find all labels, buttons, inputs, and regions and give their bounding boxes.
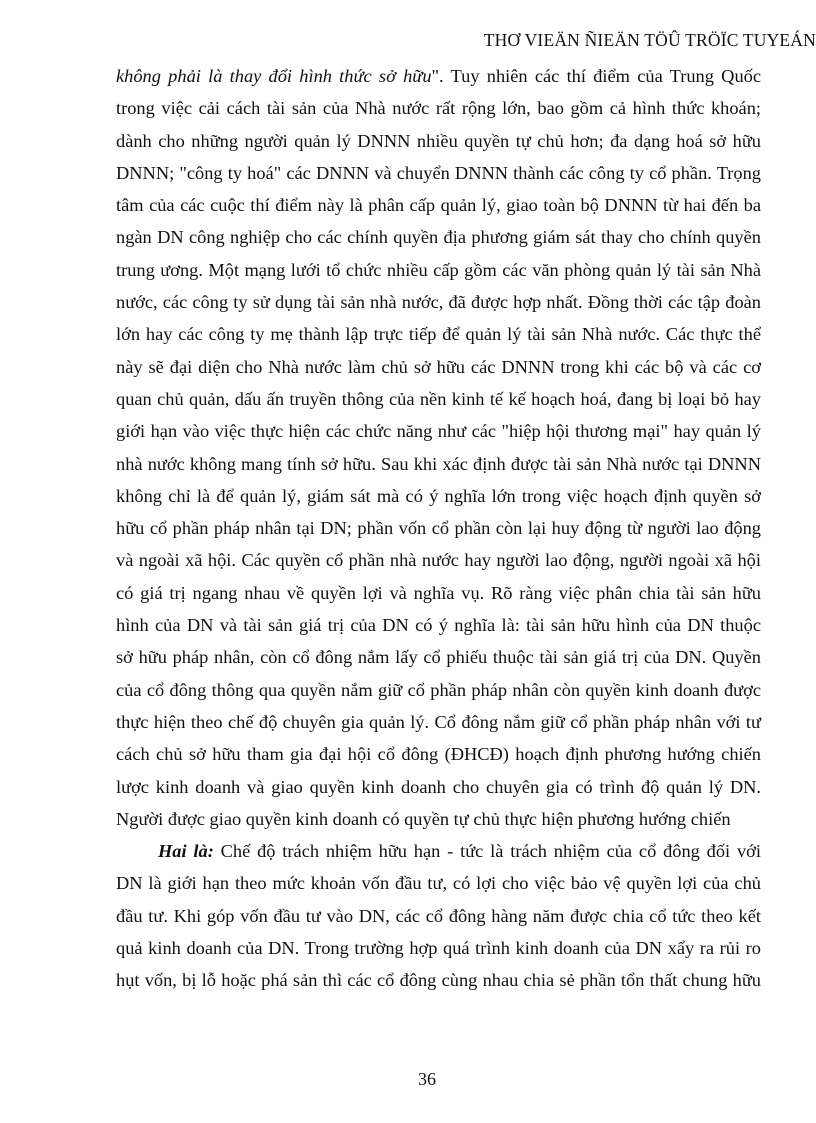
paragraph-line: hụt vốn, bị lỗ hoặc phá sản thì các cổ đông cùng nhau chia sẻ phần tổn thất chung hữu: [116, 970, 761, 991]
paragraph-2: [116, 835, 761, 996]
italic-quote: không phải là thay đổi hình thức sở hữu: [116, 66, 432, 86]
paragraph-line: DNNN; "công ty hoá" các DNNN và chuyển DNNN thành các công ty cổ phần. Trọng: [116, 162, 761, 183]
paragraph-line: và ngoài xã hội. Các quyền cổ phần nhà nước hay người lao động, người ngoài xã hội: [116, 550, 761, 571]
line-text: ". Tuy nhiên các thí điểm của Trung Quốc: [431, 66, 761, 86]
paragraph-line: đầu tư. Khi góp vốn đầu tư vào DN, các cổ đông hàng năm được chia cổ tức theo kết: [116, 905, 761, 926]
paragraph-line: ngàn DN công nghiệp cho các chính quyền địa phương giám sát thay cho chính quyền: [116, 227, 761, 248]
page-header: THƠ VIEÄN ÑIEÄN TÖÛ TRÖÏC TUYEÁN: [483, 30, 816, 50]
paragraph-line: nước, các công ty sử dụng tài sản nhà nước, đã được hợp nhất. Đồng thời các tập đoàn: [116, 292, 761, 313]
paragraph-line: không chỉ là để quản lý, giám sát mà có ý nghĩa lớn trong việc hoạch định quyền sở: [116, 485, 761, 506]
paragraph-line: dành cho những người quản lý DNNN nhiều quyền tự chủ hơn; đa dạng hoá sở hữu: [116, 130, 761, 151]
paragraph-line: Người được giao quyền kinh doanh có quyền tự chủ thực hiện phương hướng chiến: [116, 808, 731, 829]
paragraph-line: có giá trị ngang nhau về quyền lợi và nghĩa vụ. Rõ ràng việc phân chia tài sản hữu: [116, 582, 761, 603]
paragraph-line: trong việc cải cách tài sản của Nhà nước rất rộng lớn, bao gồm cả hình thức khoán;: [116, 98, 761, 119]
paragraph-lead: Hai là:: [158, 841, 214, 862]
paragraph-line: DN là giới hạn theo mức khoản vốn đầu tư, có lợi cho việc bảo vệ quyền lợi của chủ: [116, 873, 761, 894]
paragraph-1: [116, 60, 761, 835]
line-text: Chế độ trách nhiệm hữu hạn - tức là trách nhiệm của cổ đông đối với: [213, 841, 762, 862]
paragraph-line: giới hạn vào việc thực hiện các chức năng như các "hiệp hội thương mại" hay quản lý: [116, 421, 761, 442]
paragraph-line: [116, 60, 761, 92]
paragraph-line: thực hiện theo chế độ chuyên gia quản lý. Cổ đông nắm giữ cổ phần pháp nhân với tư: [116, 711, 761, 732]
paragraph-line: tâm của các cuộc thí điểm này là phân cấp quản lý, giao toàn bộ DNNN từ hai đến ba: [116, 195, 761, 216]
paragraph-line: hữu cổ phần pháp nhân tại DN; phần vốn cổ phần còn lại huy động từ người lao động: [116, 518, 761, 539]
paragraph-line: sở hữu pháp nhân, còn cổ đông nắm lấy cổ phiếu thuộc tài sản giá trị của DN. Quyền: [116, 647, 761, 668]
paragraph-line: [116, 835, 761, 867]
paragraph-line: lớn hay các công ty mẹ thành lập trực tiếp để quản lý tài sản Nhà nước. Các thực thể: [116, 324, 761, 345]
paragraph-line: quả kinh doanh của DN. Trong trường hợp quá trình kinh doanh của DN xẩy ra rủi ro: [116, 938, 761, 959]
page-number: 36: [418, 1069, 436, 1089]
paragraph-line: này sẽ đại diện cho Nhà nước làm chủ sở hữu các DNNN trong khi các bộ và các cơ: [116, 356, 761, 377]
paragraph-line: trung ương. Một mạng lưới tổ chức nhiều cấp gồm các văn phòng quản lý tài sản Nhà: [116, 259, 761, 280]
paragraph-line: hình của DN và tài sản giá trị của DN có ý nghĩa là: tài sản hữu hình của DN thuộc: [116, 615, 761, 636]
document-body: [116, 60, 761, 997]
paragraph-line: cách chủ sở hữu tham gia đại hội cổ đông (ĐHCĐ) hoạch định phương hướng chiến: [116, 744, 761, 765]
paragraph-line: nhà nước không mang tính sở hữu. Sau khi xác định được tài sản Nhà nước tại DNNN: [116, 453, 761, 474]
paragraph-line: của cổ đông thông qua quyền nắm giữ cổ phần pháp nhân còn quyền kinh doanh được: [116, 679, 761, 700]
paragraph-line: quan chủ quản, dấu ấn truyền thông của nền kinh tế kế hoạch hoá, đang bị loại bỏ hay: [116, 388, 761, 409]
paragraph-line: lược kinh doanh và giao quyền kinh doanh cho chuyên gia có trình độ quản lý DN.: [116, 776, 761, 797]
